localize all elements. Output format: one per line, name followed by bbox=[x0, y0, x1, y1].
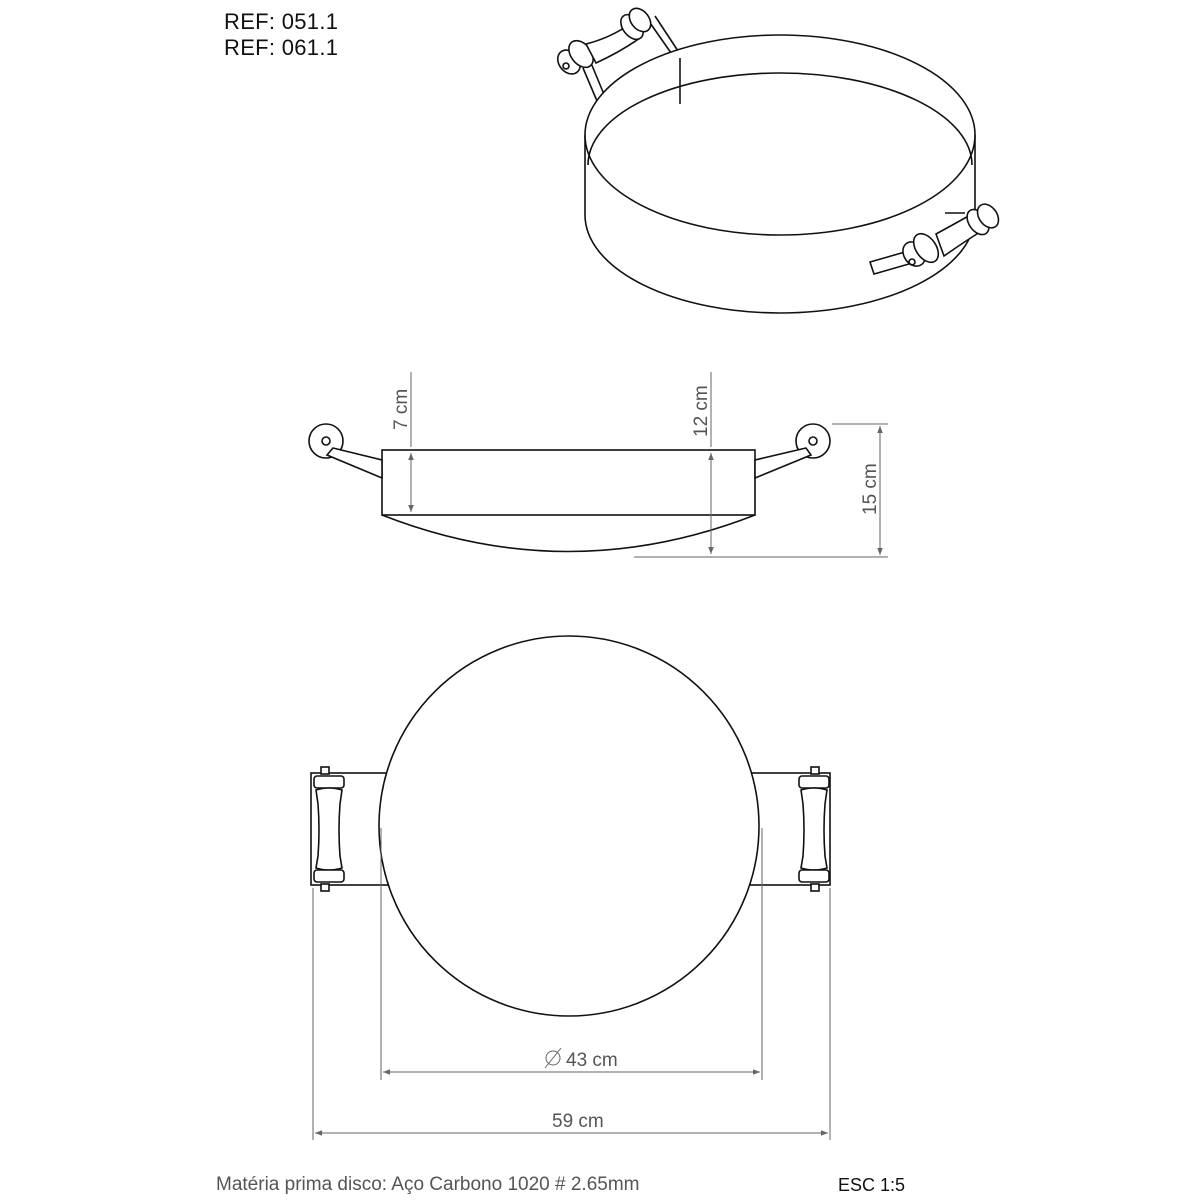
total-height-label: 15 cm bbox=[860, 463, 881, 515]
top-right-handle bbox=[799, 767, 829, 891]
reference-code-1: REF: 051.1 bbox=[224, 9, 339, 34]
top-view bbox=[311, 636, 830, 1140]
center-depth-label: 12 cm bbox=[691, 385, 712, 437]
overall-width-label: 59 cm bbox=[552, 1111, 604, 1132]
side-view bbox=[309, 372, 888, 557]
scale-note: ESC 1:5 bbox=[838, 1175, 906, 1195]
material-note: Matéria prima disco: Aço Carbono 1020 # 2.65mm bbox=[216, 1174, 640, 1195]
rim-depth-label: 7 cm bbox=[391, 388, 412, 430]
isometric-view bbox=[553, 4, 1003, 313]
diameter-label: 43 cm bbox=[566, 1050, 618, 1071]
reference-code-2: REF: 061.1 bbox=[224, 35, 339, 60]
top-left-handle bbox=[314, 767, 344, 891]
